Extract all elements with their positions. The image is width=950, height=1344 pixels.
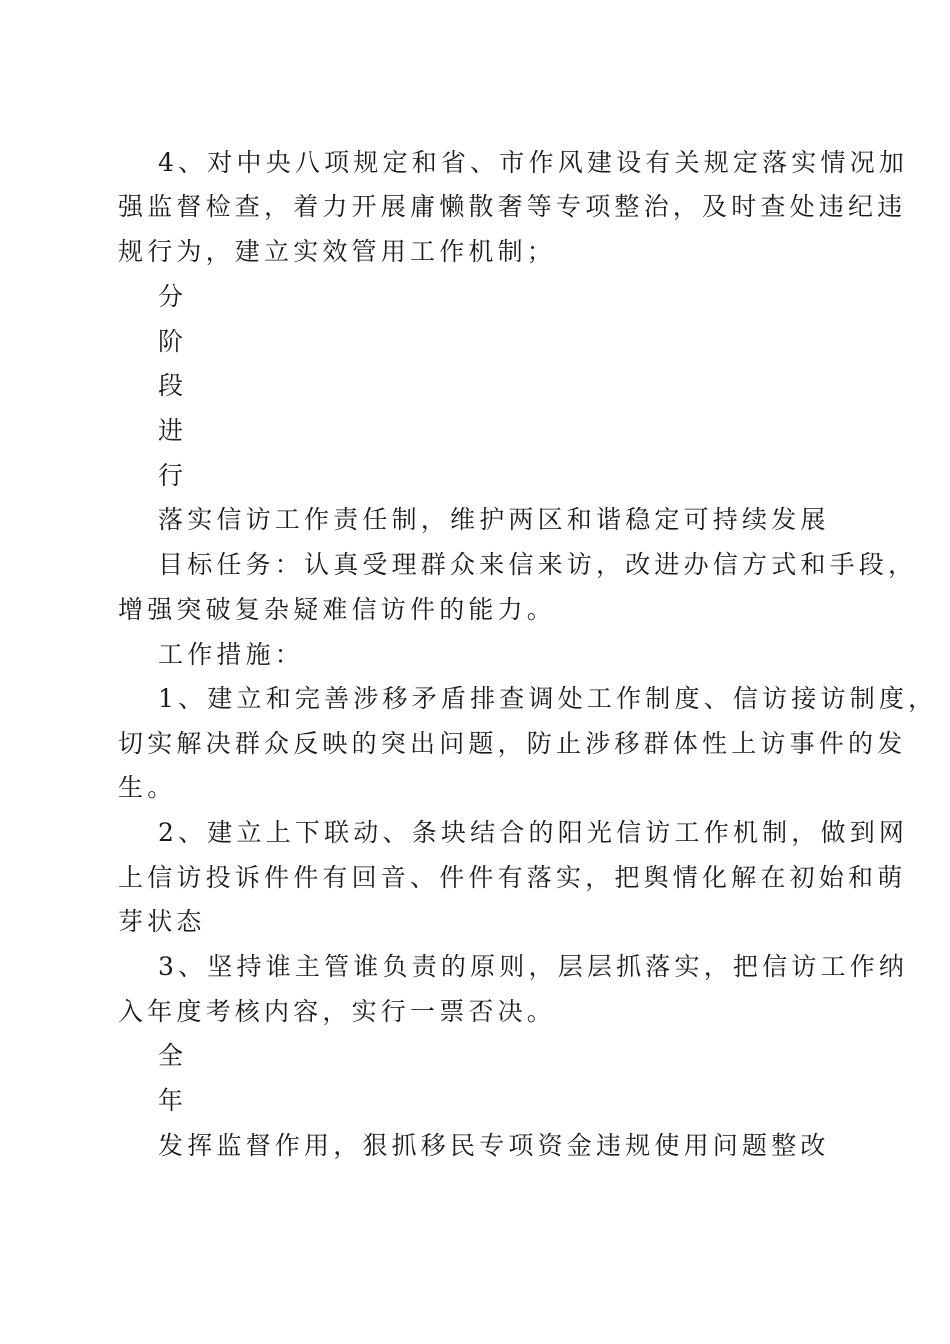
paragraph-line: 增强突破复杂疑难信访件的能力。: [118, 595, 557, 624]
paragraph-line: 目标任务：认真受理群众来信来访，改进办信方式和手段，: [158, 550, 918, 579]
vertical-char-line: 行: [158, 461, 188, 490]
paragraph-line: 3、坚持谁主管谁负责的原则，层层抓落实，把信访工作纳: [158, 952, 909, 981]
vertical-char-line: 段: [158, 371, 188, 400]
paragraph-line: 切实解决群众反映的突出问题，防止涉移群体性上访事件的发: [118, 729, 907, 758]
vertical-char-line: 年: [158, 1086, 188, 1115]
paragraph-line: 1、建立和完善涉移矛盾排查调处工作制度、信访接访制度，: [158, 684, 938, 713]
paragraph-line: 上信访投诉件件有回音、件件有落实，把舆情化解在初始和萌: [118, 863, 907, 892]
vertical-char-line: 进: [158, 416, 188, 445]
paragraph-line: 芽状态: [118, 907, 206, 936]
vertical-char-line: 分: [158, 282, 188, 311]
vertical-char-line: 阶: [158, 327, 188, 356]
section-heading: 发挥监督作用，狠抓移民专项资金违规使用问题整改: [158, 1131, 830, 1160]
paragraph-line: 规行为，建立实效管用工作机制；: [118, 237, 557, 266]
paragraph-line: 4、对中央八项规定和省、市作风建设有关规定落实情况加: [158, 148, 909, 177]
paragraph-line: 工作措施：: [158, 640, 305, 669]
paragraph-line: 生。: [118, 773, 177, 802]
paragraph-line: 入年度考核内容，实行一票否决。: [118, 997, 557, 1026]
paragraph-line: 2、建立上下联动、条块结合的阳光信访工作机制，做到网: [158, 818, 909, 847]
paragraph-line: 强监督检查，着力开展庸懒散奢等专项整治，及时查处违纪违: [118, 192, 907, 221]
section-heading: 落实信访工作责任制，维护两区和谐稳定可持续发展: [158, 505, 830, 534]
vertical-char-line: 全: [158, 1041, 188, 1070]
